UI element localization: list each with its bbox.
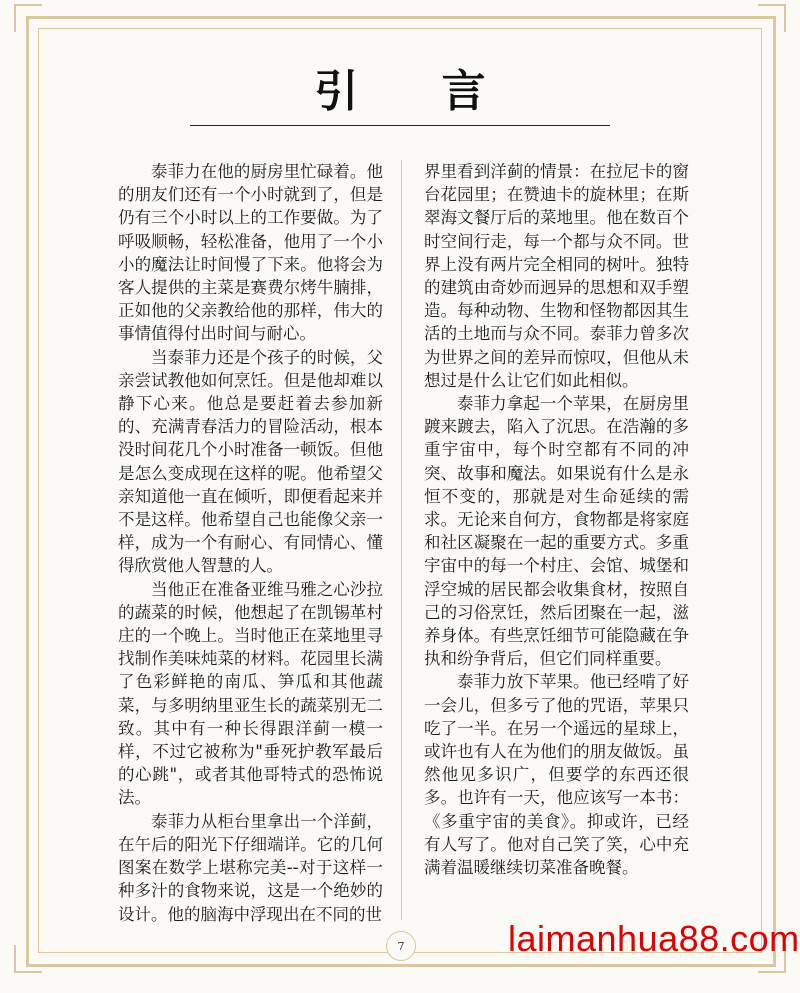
- paragraph: 泰菲力从柜台里拿出一个洋蓟，在午后的阳光下仔细端详。它的几何图案在数学上堪称完美--对于这样一种多汁的食物来说，这是一个绝妙的设计。他的脑海中浮现出在不同的世: [118, 811, 383, 924]
- page-number: 7: [386, 931, 416, 961]
- page-title: 引 言: [314, 66, 520, 117]
- frame-corner-ornament: [14, 4, 42, 32]
- paragraph-continued: 界里看到洋蓟的情景：在拉尼卡的窗台花园里；在赞迪卡的旋林里；在斯翠海文餐厅后的菜地里。他在数百个时空间行走，每一个都与众不同。世界上没有两片完全相同的树叶。独特的建筑由奇妙而迥异的思想和双手塑造。每种动物、生物和怪物都因其生活的土地而与众不同。泰菲力曾多次为世界之间的差异而惊叹，但他从未想过是什么让它们如此相似。: [424, 162, 689, 390]
- frame-corner-ornament: [758, 4, 786, 32]
- paragraph: 当泰菲力还是个孩子的时候，父亲尝试教他如何烹饪。但是他却难以静下心来。他总是要赶着去参加新的、充满青春活力的冒险活动，根本没时间花几个小时准备一顿饭。但他是怎么变成现在这样的呢。他希望父亲知道他一直在倾听，即便看起来并不是这样。他希望自己也能像父亲一样，成为一个有耐心、有同情心、懂得欣赏他人智慧的人。: [118, 347, 383, 576]
- frame-corner-ornament: [14, 945, 42, 973]
- paragraph: 当他正在准备亚维马雅之心沙拉的蔬菜的时候，他想起了在凯锡革村庄的一个晚上。当时他正在菜地里寻找制作美味炖菜的材料。花园里长满了色彩鲜艳的南瓜、笋瓜和其他蔬菜，与多明纳里亚生长的蔬菜别无二致。其中有一种长得跟洋蓟一模一样，不过它被称为"垂死护教军最后的心跳"，或者其他哥特式的恐怖说法。: [118, 579, 383, 808]
- paragraph: 泰菲力放下苹果。他已经啃了好一会儿，但多亏了他的咒语，苹果只吃了一半。在另一个遥远的星球上，或许也有人在为他们的朋友做饭。虽然他见多识广，但要学的东西还很多。也许有一天，他应该写一本书：《多重宇宙的美食》。抑或许，已经有人写了。他对自己笑了笑，心中充满着温暖继续切菜准备晚餐。: [424, 672, 689, 878]
- site-watermark: laimanhua88.com: [508, 918, 800, 959]
- paragraph: 泰菲力在他的厨房里忙碌着。他的朋友们还有一个小时就到了，但是仍有三个小时以上的工作要做。为了呼吸顺畅，轻松准备，他用了一个小小的魔法让时间慢了下来。他将会为客人提供的主菜是赛费尔烤牛腩排，正如他的父亲教给他的那样，伟大的事情值得付出时间与耐心。: [118, 162, 383, 344]
- paragraph: 泰菲力拿起一个苹果，在厨房里踱来踱去，陷入了沉思。在浩瀚的多重宇宙中，每个时空都有不同的冲突、故事和魔法。如果说有什么是永恒不变的，那就是对生命延续的需求。无论来自何方，食物都是将家庭和社区凝聚在一起的重要方式。多重宇宙中的每一个村庄、会馆、城堡和浮空城的居民都会收集食材，按照自己的习俗烹饪，然后团聚在一起，滋养身体。有些烹饪细节可能隐藏在争执和纷争背后，但它们同样重要。: [424, 394, 689, 669]
- text-column-right: [424, 160, 689, 879]
- title-underline: [190, 125, 610, 126]
- text-column-left: [118, 160, 383, 926]
- column-divider: [401, 160, 402, 920]
